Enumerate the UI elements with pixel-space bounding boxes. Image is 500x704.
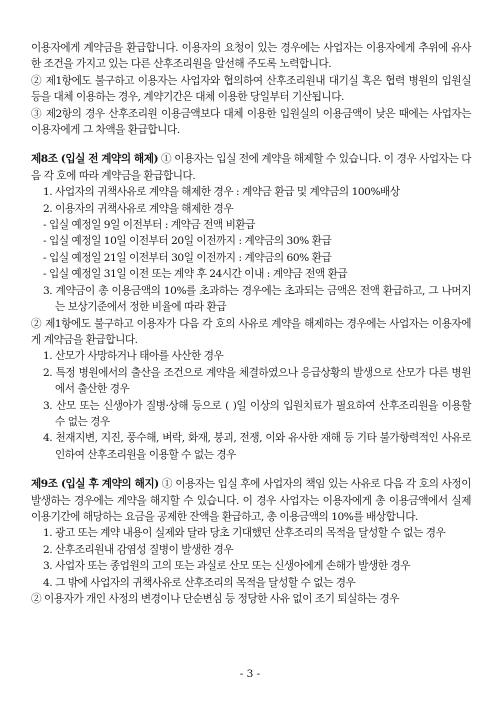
article-8-sub-2: - 입실 예정일 10일 이전부터 20일 이전까지 : 계약금의 30% 환급: [43, 235, 332, 248]
article-8-clause-2: ② 제1항에도 불구하고 이용자가 다음 각 호의 사유로 계약을 해제하는 경우에는 사업자는 이용자에게 계약금을 환급합니다.: [31, 317, 471, 346]
article-9-lead: [31, 476, 471, 525]
article-9-item-2: 2. 산후조리원내 감염성 질병이 발생한 경우: [43, 543, 234, 556]
article-8-clause-2-item-3: 3. 산모 또는 신생아가 질병·상해 등으로 ( )일 이상의 입원치료가 필요하여 산후조리원을 이용할 수 없는 경우: [43, 399, 471, 428]
article-8-sub-1: - 입실 예정일 9일 이전부터 : 계약금 전액 비환급: [43, 219, 255, 232]
article-8-item-1: 1. 사업자의 귀책사유로 계약을 해제한 경우 : 계약금 환급 및 계약금의 100%배상: [43, 186, 400, 199]
article-8-title: 제8조 (입실 전 계약의 해제): [31, 153, 159, 166]
article-9-item-4: 4. 그 밖에 사업자의 귀책사유로 산후조리의 목적을 달성할 수 없는 경우: [43, 576, 356, 589]
article-8-clause-2-item-4: 4. 천재지변, 지진, 풍수해, 벼락, 화재, 붕괴, 전쟁, 이와 유사한 재해 등 기타 불가항력적인 사유로 인하여 산후조리원을 이용할 수 없는 경우: [43, 432, 471, 461]
article-8-sub-3: - 입실 예정일 21일 이전부터 30일 이전까지 : 계약금의 60% 환급: [43, 251, 332, 264]
document-body: [31, 40, 471, 607]
article-9-item-1: 1. 광고 또는 계약 내용이 실제와 달라 당초 기대했던 산후조리의 목적을 달성할 수 없는 경우: [43, 527, 446, 540]
page-number: - 3 -: [239, 668, 261, 680]
article-8-item-3: 3. 계약금이 총 이용금액의 10%를 초과하는 경우에는 초과되는 금액은 전액 환급하고, 그 나머지는 보상기준에서 정한 비율에 따라 환급: [43, 284, 471, 314]
intro-clause-3: ③ 제2항의 경우 산후조리원 이용금액보다 대체 이용한 입원실의 이용금액이 낮은 때에는 사업자는 이용자에게 그 차액을 환급합니다.: [31, 107, 471, 137]
article-9-lead-text: ① 이용자는 입실 후에 사업자의 책임 있는 사유로 다음 각 호의 사정이 발생하는 경우에는 계약을 해지할 수 있습니다. 이 경우 사업자는 이용자에게 총 이용금액에서 실제 이용기간에 해당하는 요금을 공제한 잔액을 환급하고, 총 이용금액의 10%를 배상합니다.: [31, 478, 471, 523]
article-8-sub-4: - 입실 예정일 31일 이전 또는 계약 후 24시간 이내 : 계약금 전액 환급: [43, 268, 348, 281]
article-8-lead: [31, 151, 471, 184]
intro-paragraph: 이용자에게 계약금을 환급합니다. 이용자의 요청이 있는 경우에는 사업자는 이용자에게 추위에 유사한 조건을 가지고 있는 다른 산후조리원을 알선해 주도록 노력합니다.: [31, 42, 471, 71]
article-9-title: 제9조 (입실 후 계약의 해지): [31, 478, 159, 491]
article-9-item-3: 3. 사업자 또는 종업원의 고의 또는 과실로 산모 또는 신생아에게 손해가 발생한 경우: [43, 560, 411, 573]
article-9-clause-2: ② 이용자가 개인 사정의 변경이나 단순변심 등 정당한 사유 없이 조기 퇴실하는 경우: [31, 593, 400, 605]
article-8-clause-2-item-2: 2. 특정 병원에서의 출산을 조건으로 계약을 체결하였으나 응급상황의 발생으로 산모가 다른 병원에서 출산한 경우: [43, 366, 471, 396]
article-8-lead-text: ① 이용자는 입실 전에 계약을 해제할 수 있습니다. 이 경우 사업자는 다음 각 호에 따라 계약금을 환급합니다.: [31, 153, 471, 182]
article-8-clause-2-item-1: 1. 산모가 사망하거나 태아를 사산한 경우: [43, 350, 224, 363]
article-8-item-2: 2. 이용자의 귀책사유로 계약을 해제한 경우: [43, 202, 234, 215]
intro-clause-2: ② 제1항에도 불구하고 이용자는 사업자와 협의하여 산후조리원내 대기실 혹은 협력 병원의 입원실 등을 대체 이용하는 경우, 계약기간은 대체 이용한 당일부터 기산됩니다.: [31, 74, 471, 104]
